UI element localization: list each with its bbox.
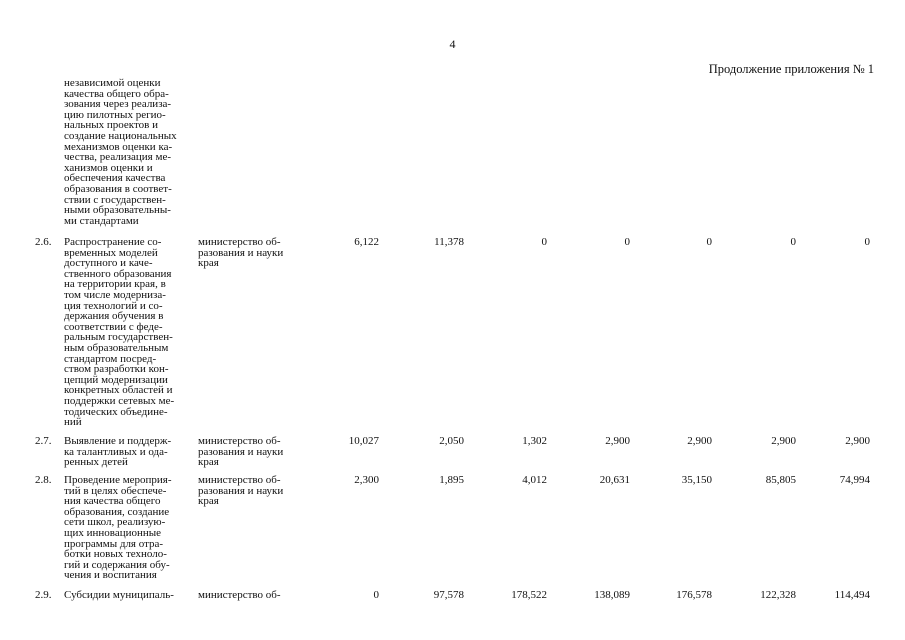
value-cell: 4,012 (522, 474, 547, 486)
value-cell: 2,900 (845, 435, 870, 447)
value-cell: 1,895 (439, 474, 464, 486)
row-name: Распространение со- временных моделей доступного и каче- ственного образования на территории края, в том числе модерниза- ция технологий и со- держания обучения в соответствии с феде- ральным государствен- ным образовательным стандартом посред- ством разработки кон- цепций модернизации конкретных областей и поддержки сетевых ме- тодических объедине- ний (64, 236, 175, 429)
value-cell: 85,805 (765, 474, 796, 486)
row-name: Выявление и поддерж- ка талантливых и ода- ренных детей (64, 435, 172, 469)
row-name: независимой оценки качества общего обра- зования через реализа- цию пилотных регио- нальных проектов и создание национальных механизмов оценки ка- чества, реализация ме- ханизмов оценки и обеспечения качества образования в соответ- ствии с государствен- ными образовательны- ми стандартами (64, 77, 177, 227)
table-row (0, 78, 905, 237)
value-cell: 0 (864, 236, 870, 248)
value-cell: 178,522 (511, 589, 547, 601)
table-row (0, 237, 905, 436)
table-row (0, 590, 905, 610)
page-header: Продолжение приложения № 1 (708, 62, 874, 76)
value-cell: 10,027 (348, 435, 379, 447)
value-cell: 6,122 (354, 236, 379, 248)
value-cell: 97,578 (433, 589, 464, 601)
value-cell: 176,578 (676, 589, 712, 601)
value-cell: 138,089 (594, 589, 630, 601)
value-cell: 1,302 (522, 435, 547, 447)
value-cell: 2,900 (687, 435, 712, 447)
value-cell: 0 (790, 236, 796, 248)
value-cell: 2,300 (354, 474, 379, 486)
row-executor: министерство об- разования и науки края (198, 236, 284, 270)
row-executor: министерство об- (198, 589, 281, 601)
row-number: 2.9. (35, 589, 52, 601)
value-cell: 114,494 (834, 589, 870, 601)
page-number: 4 (449, 37, 456, 51)
value-cell: 74,994 (839, 474, 870, 486)
row-number: 2.8. (35, 474, 52, 486)
table-row (0, 475, 905, 590)
row-name: Субсидии муниципаль- (64, 589, 174, 601)
value-cell: 11,378 (434, 236, 464, 248)
value-cell: 2,050 (439, 435, 464, 447)
value-cell: 35,150 (681, 474, 712, 486)
value-cell: 0 (624, 236, 630, 248)
value-cell: 2,900 (771, 435, 796, 447)
table-row (0, 436, 905, 475)
row-number: 2.6. (35, 236, 52, 248)
value-cell: 0 (706, 236, 712, 248)
row-number: 2.7. (35, 435, 52, 447)
value-cell: 122,328 (760, 589, 796, 601)
document-table (0, 78, 905, 610)
row-name: Проведение мероприя- тий в целях обеспече- ния качества общего образования, создание сети школ, реализую- щих инновационные программы для отра- ботки новых техноло- гий и содержания обу- чения и воспитания (64, 474, 172, 582)
value-cell: 0 (373, 589, 379, 601)
value-cell: 2,900 (605, 435, 630, 447)
value-cell: 20,631 (599, 474, 630, 486)
value-cell: 0 (541, 236, 547, 248)
row-executor: министерство об- разования и науки края (198, 435, 284, 469)
row-executor: министерство об- разования и науки края (198, 474, 284, 508)
